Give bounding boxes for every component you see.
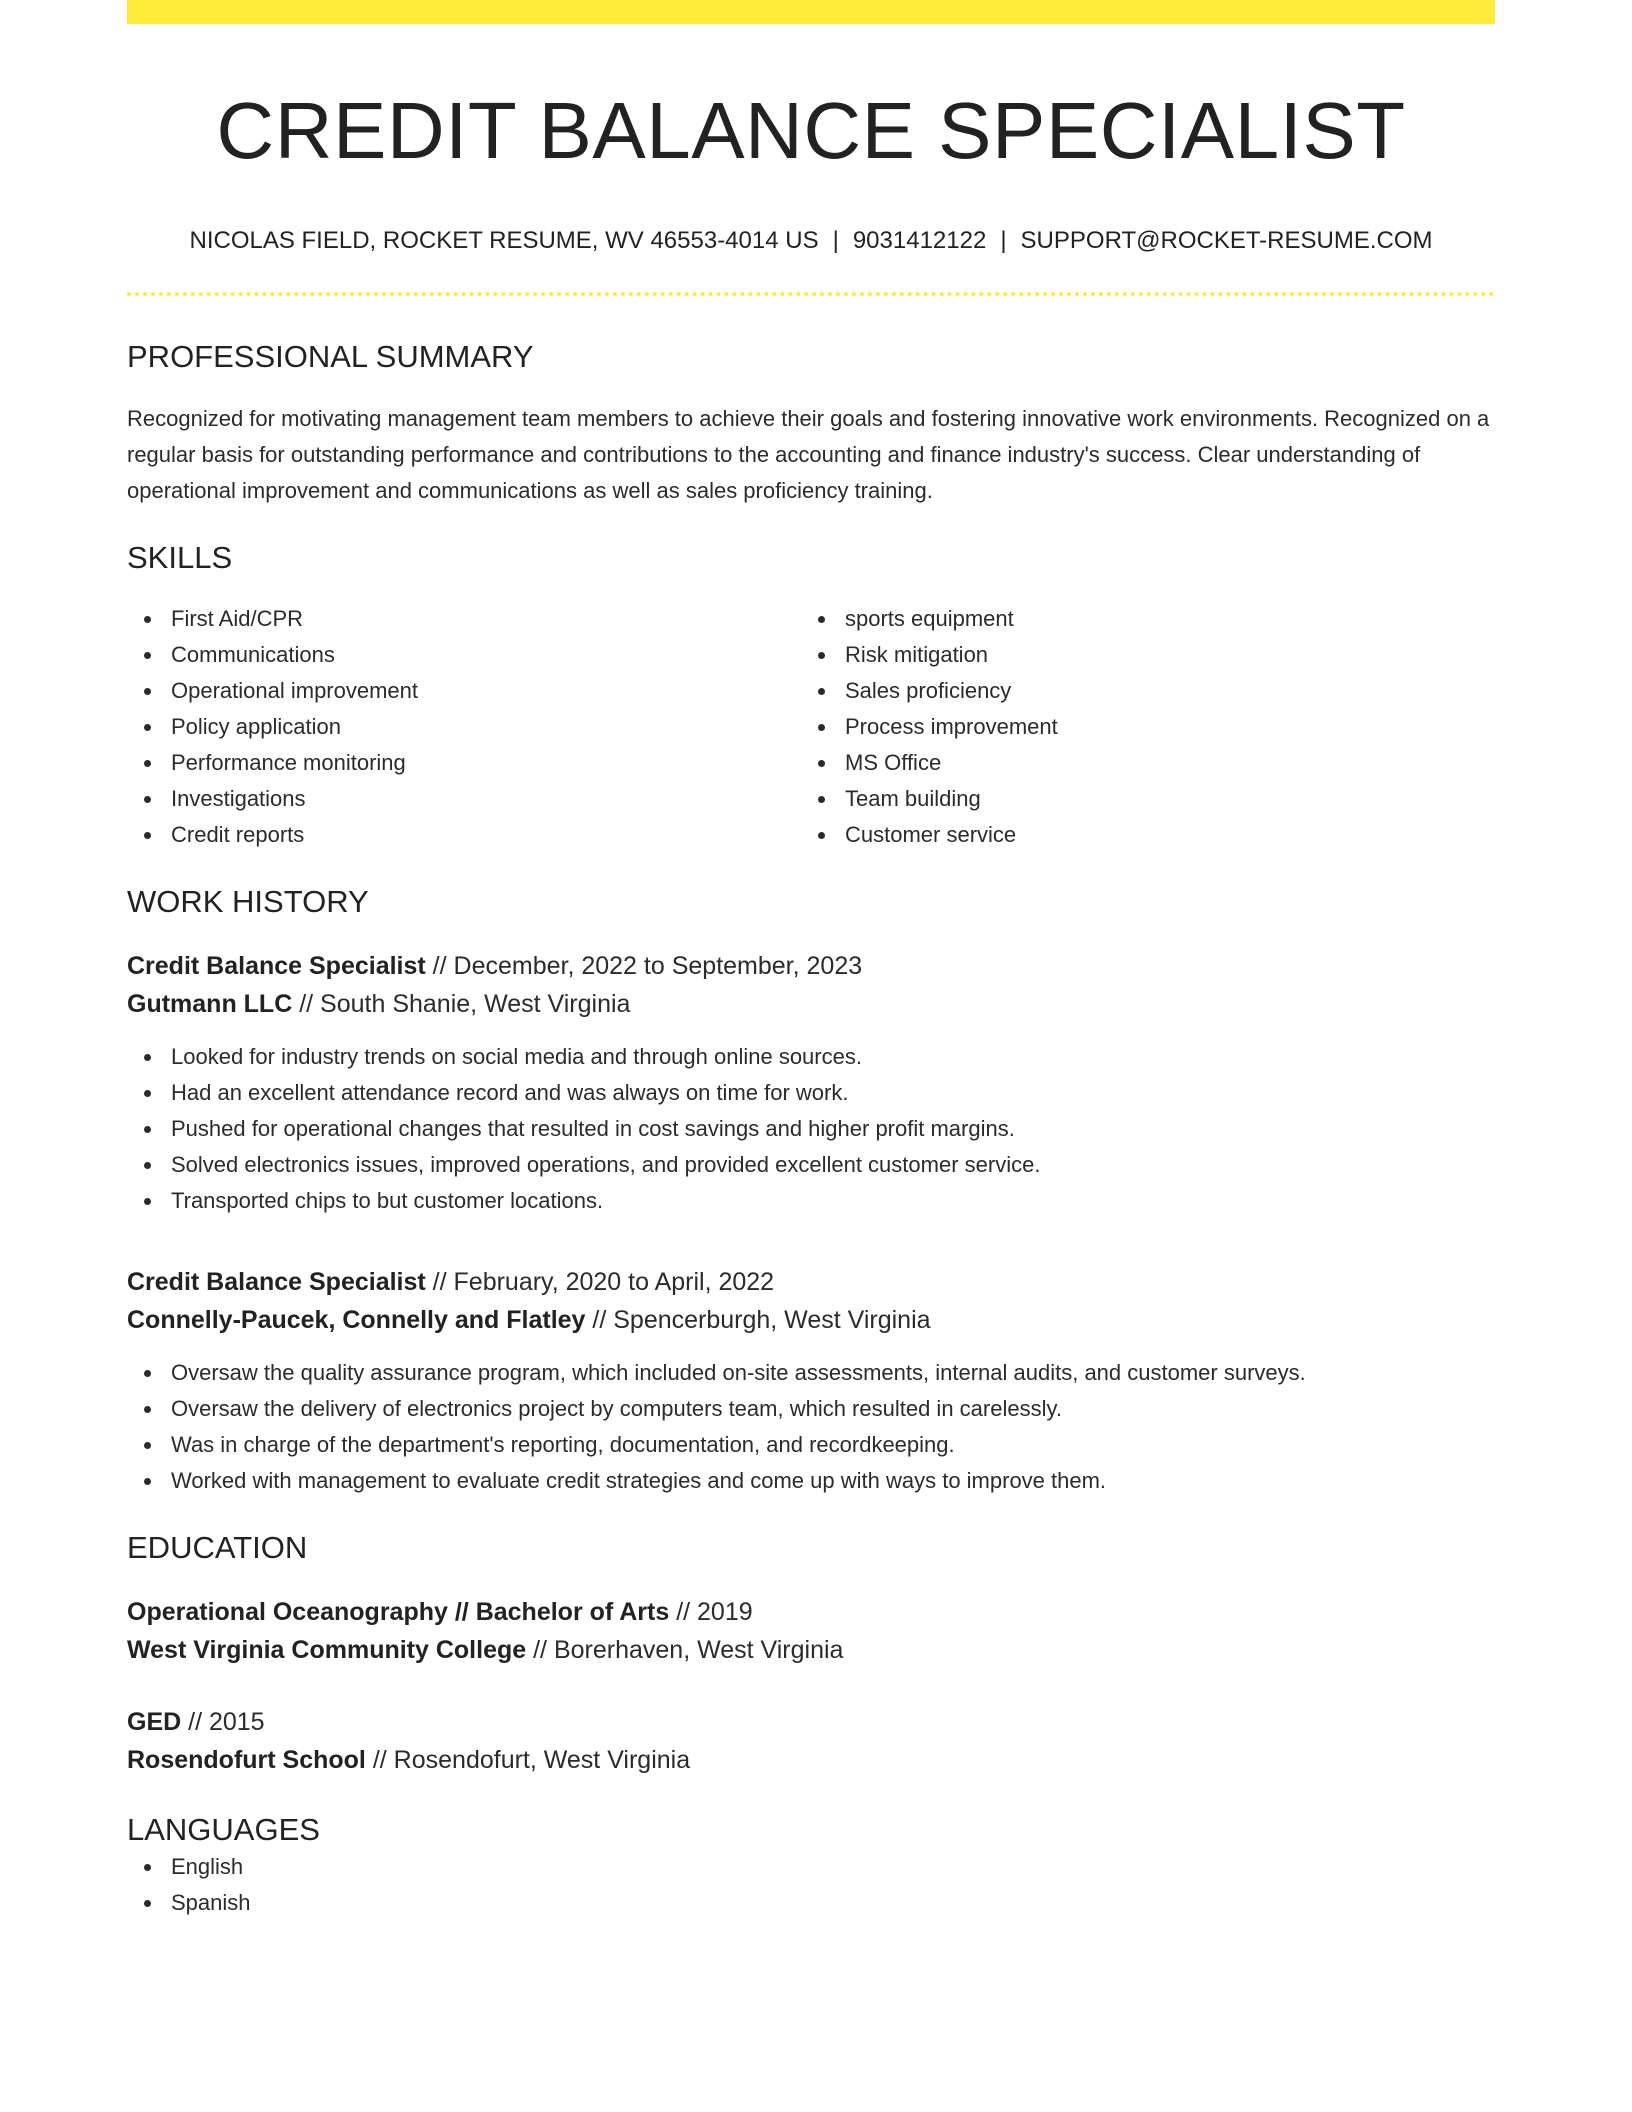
- skill-item: Communications: [171, 637, 801, 673]
- section-heading-skills: SKILLS: [127, 540, 233, 575]
- job-duty: Worked with management to evaluate credit strategies and come up with ways to improve them.: [171, 1463, 1495, 1499]
- contact-separator: |: [832, 227, 839, 254]
- job-title-line: [127, 947, 1495, 985]
- section-heading-summary: PROFESSIONAL SUMMARY: [127, 339, 534, 374]
- dotted-divider: [127, 292, 1495, 296]
- skill-item: sports equipment: [845, 601, 1475, 637]
- accent-top-bar: [127, 0, 1495, 24]
- contact-separator: |: [1000, 227, 1007, 254]
- education-school: Rosendofurt School: [127, 1746, 366, 1774]
- job-duty: Solved electronics issues, improved operations, and provided excellent customer service.: [171, 1147, 1495, 1183]
- job-duties: [127, 1355, 1495, 1499]
- job-dates: // December, 2022 to September, 2023: [425, 952, 863, 980]
- skill-item: Performance monitoring: [171, 745, 801, 781]
- skill-item: Team building: [845, 781, 1475, 817]
- skills-list-left: [127, 601, 801, 853]
- job-company: Gutmann LLC: [127, 990, 293, 1018]
- job-entry: [127, 947, 1495, 1219]
- education-year: // 2019: [669, 1598, 753, 1626]
- education-degree: Operational Oceanography // Bachelor of Arts: [127, 1598, 670, 1626]
- education-degree: GED: [127, 1708, 182, 1736]
- job-dates: // February, 2020 to April, 2022: [425, 1268, 775, 1296]
- contact-phone: 9031412122: [852, 227, 987, 254]
- skill-item: First Aid/CPR: [171, 601, 801, 637]
- job-duty: Looked for industry trends on social media and through online sources.: [171, 1039, 1495, 1075]
- education-degree-line: [127, 1593, 1495, 1631]
- job-duty: Was in charge of the department's reporting, documentation, and recordkeeping.: [171, 1427, 1495, 1463]
- job-duty: Transported chips to but customer locations.: [171, 1183, 1495, 1219]
- job-duty: Oversaw the quality assurance program, which included on-site assessments, internal audits, and customer surveys.: [171, 1355, 1495, 1391]
- job-entry: [127, 1263, 1495, 1499]
- contact-line: [127, 226, 1495, 256]
- summary-text: Recognized for motivating management team members to achieve their goals and fostering innovative work environments. Recognized on a regular basis for outstanding performance and contributions to the accounting and finance industry's success. Clear understanding of operational improvement and communications as well as sales proficiency training.: [127, 406, 1490, 503]
- education-entry: [127, 1703, 1495, 1779]
- section-heading-work-history: WORK HISTORY: [127, 884, 369, 919]
- skill-item: Process improvement: [845, 709, 1475, 745]
- job-title: Credit Balance Specialist: [127, 952, 426, 980]
- section-heading-education: EDUCATION: [127, 1530, 308, 1565]
- skill-item: Risk mitigation: [845, 637, 1475, 673]
- education-school-line: [127, 1631, 1495, 1669]
- education-degree-line: [127, 1703, 1495, 1741]
- job-location: // Spencerburgh, West Virginia: [585, 1306, 931, 1334]
- education-location: // Borerhaven, West Virginia: [526, 1636, 844, 1664]
- skill-item: Credit reports: [171, 817, 801, 853]
- skill-item: Sales proficiency: [845, 673, 1475, 709]
- job-duty: Oversaw the delivery of electronics project by computers team, which resulted in carelessly.: [171, 1391, 1495, 1427]
- section-heading-languages: LANGUAGES: [127, 1812, 320, 1847]
- skill-item: Customer service: [845, 817, 1475, 853]
- skills-column-left: [127, 601, 801, 853]
- job-company: Connelly-Paucek, Connelly and Flatley: [127, 1306, 586, 1334]
- skills-columns: [127, 601, 1495, 853]
- education-year: // 2015: [181, 1708, 265, 1736]
- languages-list: [127, 1849, 1495, 1921]
- contact-email: SUPPORT@ROCKET-RESUME.COM: [1020, 227, 1433, 254]
- job-company-line: [127, 985, 1495, 1023]
- skill-item: MS Office: [845, 745, 1475, 781]
- job-duties: [127, 1039, 1495, 1219]
- education-entry: [127, 1593, 1495, 1669]
- job-company-line: [127, 1301, 1495, 1339]
- education-school: West Virginia Community College: [127, 1636, 527, 1664]
- skill-item: Operational improvement: [171, 673, 801, 709]
- job-title: Credit Balance Specialist: [127, 1268, 426, 1296]
- education-location: // Rosendofurt, West Virginia: [365, 1746, 691, 1774]
- contact-address: NICOLAS FIELD, ROCKET RESUME, WV 46553-4014 US: [189, 227, 819, 254]
- language-item: English: [171, 1849, 1495, 1885]
- resume-title: CREDIT BALANCE SPECIALIST: [216, 86, 1406, 175]
- job-duty: Pushed for operational changes that resulted in cost savings and higher profit margins.: [171, 1111, 1495, 1147]
- skills-column-right: [801, 601, 1475, 853]
- job-title-line: [127, 1263, 1495, 1301]
- language-item: Spanish: [171, 1885, 1495, 1921]
- job-location: // South Shanie, West Virginia: [292, 990, 631, 1018]
- job-duty: Had an excellent attendance record and was always on time for work.: [171, 1075, 1495, 1111]
- skills-list-right: [801, 601, 1475, 853]
- resume-page: [127, 0, 1495, 1921]
- skill-item: Policy application: [171, 709, 801, 745]
- skill-item: Investigations: [171, 781, 801, 817]
- education-school-line: [127, 1741, 1495, 1779]
